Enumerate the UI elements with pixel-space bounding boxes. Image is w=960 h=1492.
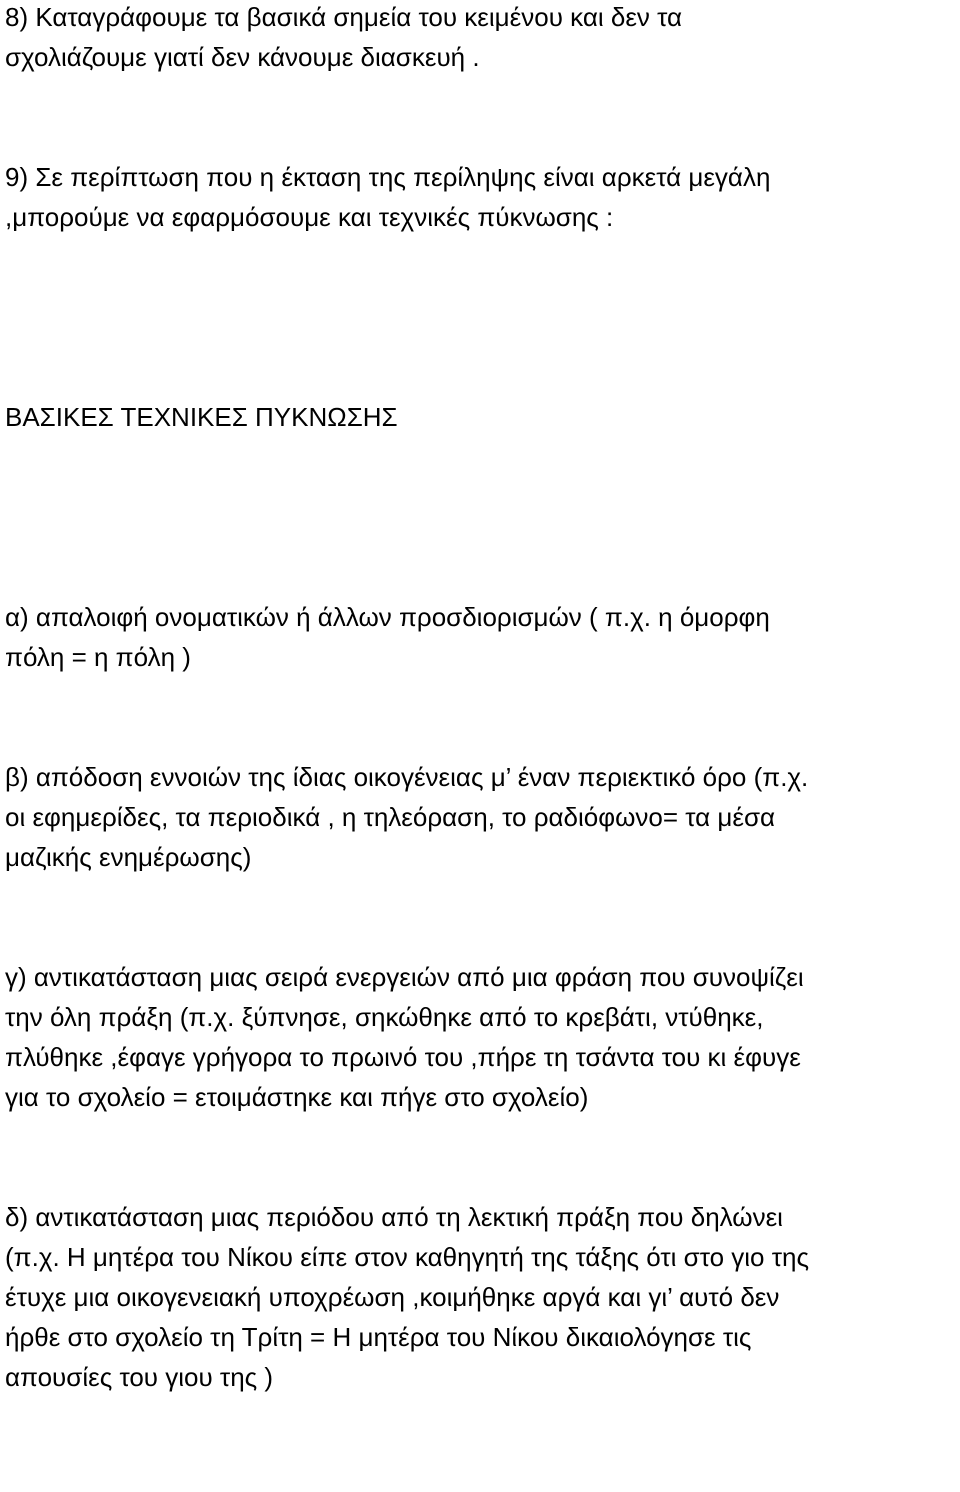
text-line: σχολιάζουμε γιατί δεν κάνουμε διασκευή .: [5, 42, 480, 72]
paragraph-item-d: [5, 1197, 960, 1397]
text-line: ήρθε στο σχολείο τη Τρίτη = Η μητέρα του Νίκου δικαιολόγησε τις: [5, 1322, 752, 1352]
paragraph-spacer: [5, 237, 960, 397]
text-line: απουσίες του γιου της ): [5, 1362, 274, 1392]
paragraph-item-a: [5, 597, 960, 677]
text-line: ,μπορούμε να εφαρμόσουμε και τεχνικές πύκνωσης :: [5, 202, 614, 232]
text-line: α) απαλοιφή ονοματικών ή άλλων προσδιορισμών ( π.χ. η όμορφη: [5, 602, 770, 632]
paragraph-spacer: [5, 437, 960, 597]
text-line: β) απόδοση εννοιών της ίδιας οικογένειας μ’ έναν περιεκτικό όρο (π.χ.: [5, 762, 809, 792]
heading-text: ΒΑΣΙΚΕΣ ΤΕΧΝΙΚΕΣ ΠΥΚΝΩΣΗΣ: [5, 402, 398, 432]
text-line: οι εφημερίδες, τα περιοδικά , η τηλεόραση, το ραδιόφωνο= τα μέσα: [5, 802, 776, 832]
text-line: έτυχε μια οικογενειακή υποχρέωση ,κοιμήθηκε αργά και γι’ αυτό δεν: [5, 1282, 780, 1312]
section-heading: [5, 397, 960, 437]
text-line: για το σχολείο = ετοιμάστηκε και πήγε στο σχολείο): [5, 1082, 589, 1112]
paragraph-item-9: [5, 157, 960, 237]
paragraph-spacer: [5, 77, 960, 157]
text-line: γ) αντικατάσταση μιας σειρά ενεργειών από μια φράση που συνοψίζει: [5, 962, 804, 992]
text-line: πλύθηκε ,έφαγε γρήγορα το πρωινό του ,πήρε τη τσάντα του κι έφυγε: [5, 1042, 801, 1072]
paragraph-item-8: [5, 0, 960, 77]
text-line: (π.χ. Η μητέρα του Νίκου είπε στον καθηγητή της τάξης ότι στο γιο της: [5, 1242, 809, 1272]
paragraph-item-b: [5, 757, 960, 877]
paragraph-spacer: [5, 677, 960, 757]
text-line: μαζικής ενημέρωσης): [5, 842, 252, 872]
text-line: δ) αντικατάσταση μιας περιόδου από τη λεκτική πράξη που δηλώνει: [5, 1202, 783, 1232]
document-page: [5, 0, 960, 1397]
paragraph-spacer: [5, 1117, 960, 1197]
text-line: πόλη = η πόλη ): [5, 642, 191, 672]
paragraph-item-c: [5, 957, 960, 1117]
text-line: 8) Καταγράφουμε τα βασικά σημεία του κειμένου και δεν τα: [5, 2, 683, 32]
text-line: την όλη πράξη (π.χ. ξύπνησε, σηκώθηκε από το κρεβάτι, ντύθηκε,: [5, 1002, 764, 1032]
text-line: 9) Σε περίπτωση που η έκταση της περίληψης είναι αρκετά μεγάλη: [5, 162, 771, 192]
paragraph-spacer: [5, 877, 960, 957]
